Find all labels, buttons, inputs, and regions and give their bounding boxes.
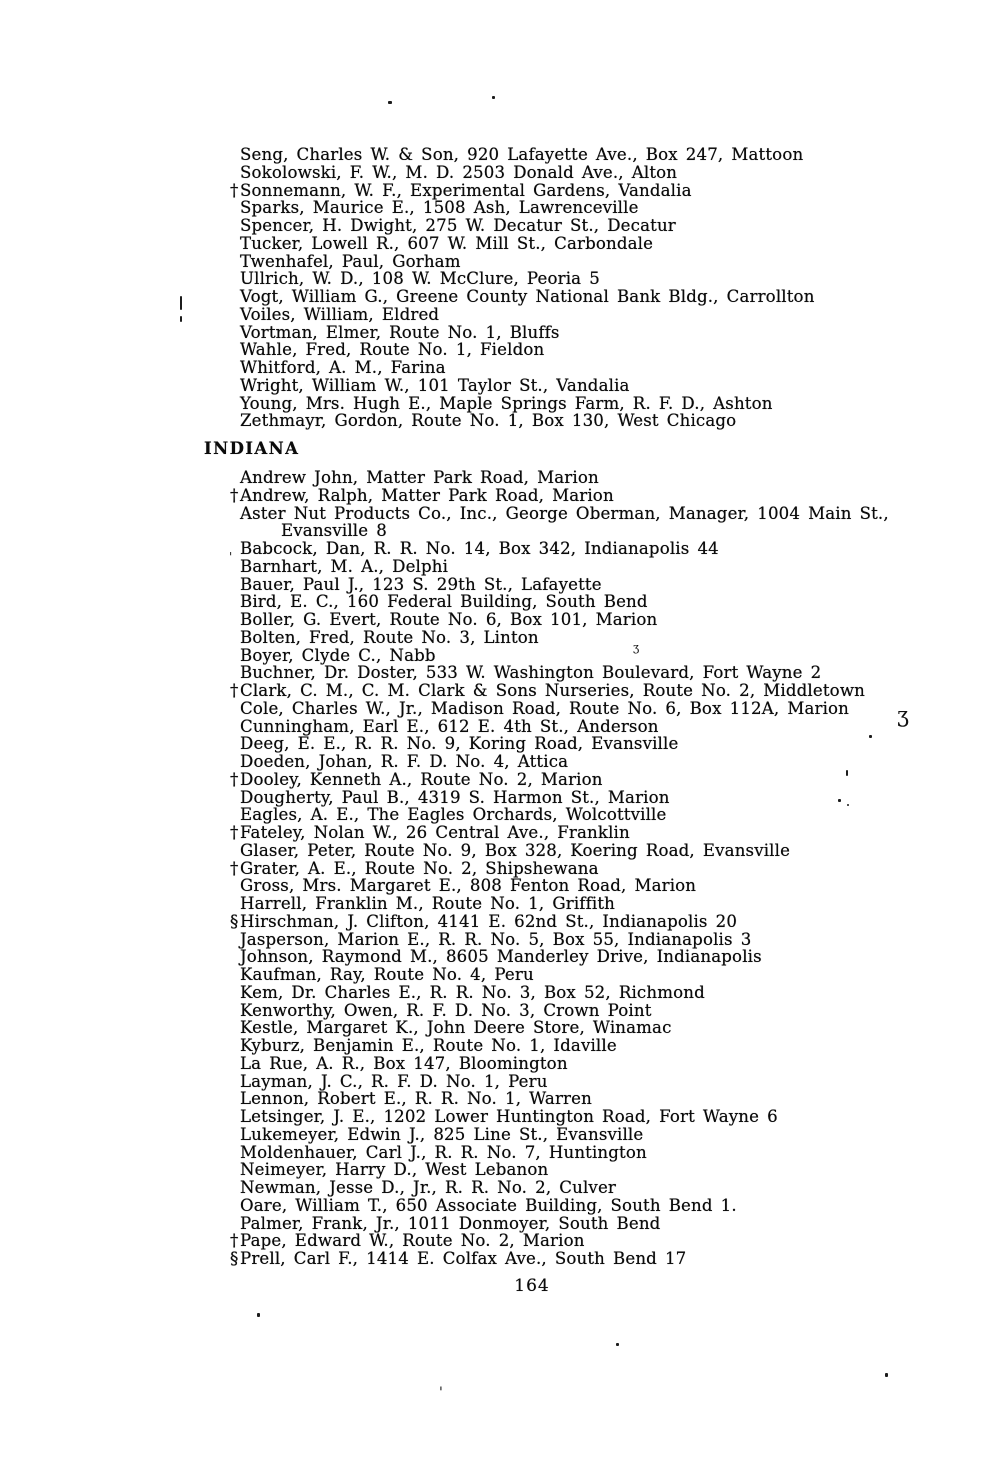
entry-text: Vogt, William G., Greene County National Bank Bldg., Carrollton (240, 287, 815, 306)
directory-entry (203, 700, 889, 718)
section-mark: § (230, 911, 239, 931)
directory-entry (203, 288, 815, 306)
entry-text: Boyer, Clyde C., Nabb (240, 645, 436, 665)
entry-text: Evansville 8 (281, 521, 387, 541)
directory-entry (203, 182, 815, 200)
directory-entry (203, 966, 889, 984)
directory-entry (203, 487, 889, 505)
entry-text: Johnson, Raymond M., 8605 Manderley Drive, Indianapolis (240, 947, 762, 967)
scan-speck (180, 296, 182, 310)
directory-entry (203, 789, 889, 807)
directory-entry (203, 753, 889, 771)
dagger-mark: † (230, 1231, 239, 1251)
entry-text: Eagles, A. E., The Eagles Orchards, Wolcottville (240, 805, 667, 825)
dagger-mark: † (230, 769, 239, 789)
dagger-mark: † (230, 681, 239, 700)
entry-text: Palmer, Frank, Jr., 1011 Donmoyer, South Bend (240, 1213, 661, 1233)
entry-text: Whitford, A. M., Farina (240, 358, 446, 377)
entry-text: Lennon, Robert E., R. R. No. 1, Warren (240, 1089, 592, 1109)
scan-speck (388, 101, 392, 104)
entry-text: Bolten, Fred, Route No. 3, Linton (240, 627, 539, 647)
entry-text: Wahle, Fred, Route No. 1, Fieldon (240, 340, 545, 360)
entry-text: Sokolowski, F. W., M. D. 2503 Donald Ave., Alton (240, 162, 678, 182)
entry-text: Oare, William T., 650 Associate Building, South Bend 1. (240, 1195, 737, 1215)
directory-entry (203, 341, 815, 359)
directory-entry (203, 1019, 889, 1037)
scan-speck (257, 1313, 260, 1317)
directory-list-illinois (203, 146, 815, 430)
entry-text: Ullrich, W. D., 108 W. McClure, Peoria 5 (240, 269, 600, 289)
scan-speck (492, 96, 495, 99)
entry-text: Grater, A. E., Route No. 2, Shipshewana (240, 858, 599, 878)
directory-entry (203, 505, 889, 523)
scan-speck (847, 804, 849, 806)
scan-squiggle: ʒ (897, 703, 909, 727)
directory-entry (203, 164, 815, 182)
entry-text: Bird, E. C., 160 Federal Building, South Bend (240, 592, 648, 612)
directory-entry (203, 540, 889, 558)
directory-entry (203, 931, 889, 949)
entry-text: Aster Nut Products Co., Inc., George Oberman, Manager, 1004 Main St., (240, 503, 889, 523)
entry-text: Kenworthy, Owen, R. F. D. No. 3, Crown Point (240, 1000, 652, 1020)
directory-entry (203, 1002, 889, 1020)
entry-text: Babcock, Dan, R. R. No. 14, Box 342, Indianapolis 44 (240, 539, 719, 558)
directory-entry (203, 647, 889, 665)
entry-text: Voiles, William, Eldred (240, 304, 440, 324)
section-mark: § (230, 1249, 239, 1268)
directory-entry (203, 948, 889, 966)
directory-entry (203, 718, 889, 736)
directory-entry (203, 1197, 889, 1215)
entry-text: Layman, J. C., R. F. D. No. 1, Peru (240, 1071, 548, 1091)
directory-entry (203, 1037, 889, 1055)
entry-text: Young, Mrs. Hugh E., Maple Springs Farm, R. F. D., Ashton (240, 393, 773, 413)
directory-entry (203, 395, 815, 413)
entry-text: Buchner, Dr. Doster, 533 W. Washington Boulevard, Fort Wayne 2 (240, 663, 822, 683)
directory-entry (203, 1055, 889, 1073)
directory-entry (203, 576, 889, 594)
directory-entry (203, 306, 815, 324)
directory-entry (203, 359, 815, 377)
directory-entry (203, 895, 889, 913)
directory-entry (203, 146, 815, 164)
directory-entry (203, 1108, 889, 1126)
entry-text: Gross, Mrs. Margaret E., 808 Fenton Road, Marion (240, 876, 697, 896)
directory-entry (203, 913, 889, 931)
entry-text: Doeden, Johan, R. F. D. No. 4, Attica (240, 752, 569, 771)
dagger-mark: † (230, 180, 239, 200)
directory-entry (203, 1179, 889, 1197)
entry-text: Fateley, Nolan W., 26 Central Ave., Franklin (240, 823, 630, 842)
entry-text: Jasperson, Marion E., R. R. No. 5, Box 55, Indianapolis 3 (240, 929, 752, 949)
directory-entry (203, 771, 889, 789)
entry-text: Harrell, Franklin M., Route No. 1, Griffith (240, 894, 615, 913)
page-number: 164 (514, 1276, 550, 1296)
directory-entry (203, 1215, 889, 1233)
entry-text: Pape, Edward W., Route No. 2, Marion (240, 1231, 585, 1251)
entry-text: Seng, Charles W. & Son, 920 Lafayette Ave., Box 247, Mattoon (240, 145, 804, 164)
entry-text: Vortman, Elmer, Route No. 1, Bluffs (240, 322, 560, 342)
entry-text: Andrew, Ralph, Matter Park Road, Marion (240, 485, 614, 505)
scan-tick: ' (439, 1385, 443, 1401)
entry-text: Zethmayr, Gordon, Route No. 1, Box 130, West Chicago (240, 411, 737, 431)
scan-speck (180, 316, 182, 322)
entry-text: Glaser, Peter, Route No. 9, Box 328, Koering Road, Evansville (240, 840, 791, 860)
entry-text: Wright, William W., 101 Taylor St., Vandalia (240, 375, 630, 395)
entry-text: Moldenhauer, Carl J., R. R. No. 7, Huntington (240, 1142, 647, 1162)
directory-entry (203, 664, 889, 682)
directory-entry (203, 1073, 889, 1091)
entry-text: Sparks, Maurice E., 1508 Ash, Lawrenceville (240, 198, 639, 218)
entry-text: Letsinger, J. E., 1202 Lower Huntington Road, Fort Wayne 6 (240, 1107, 778, 1126)
entry-text: Clark, C. M., C. M. Clark & Sons Nurseries, Route No. 2, Middletown (240, 681, 866, 700)
directory-entry (203, 984, 889, 1002)
entry-text: Twenhafel, Paul, Gorham (240, 251, 461, 271)
entry-text: Kyburz, Benjamin E., Route No. 1, Idaville (240, 1036, 617, 1055)
directory-entry (203, 412, 815, 430)
entry-text: Bauer, Paul J., 123 S. 29th St., Lafayette (240, 574, 602, 594)
directory-entry (203, 682, 889, 700)
scan-speck (616, 1343, 619, 1346)
entry-text: Boller, G. Evert, Route No. 6, Box 101, Marion (240, 610, 658, 629)
entry-text: Barnhart, M. A., Delphi (240, 556, 449, 576)
directory-entry (203, 1161, 889, 1179)
directory-entry (203, 735, 889, 753)
dagger-mark: † (230, 858, 239, 878)
scan-speck (846, 770, 848, 776)
scan-speck (869, 735, 872, 738)
directory-entry (203, 842, 889, 860)
directory-entry (203, 629, 889, 647)
entry-text: Dooley, Kenneth A., Route No. 2, Marion (240, 769, 603, 789)
entry-text: Dougherty, Paul B., 4319 S. Harmon St., Marion (240, 787, 670, 807)
directory-entry (203, 522, 889, 540)
directory-entry (203, 1144, 889, 1162)
directory-entry (203, 806, 889, 824)
entry-text: Lukemeyer, Edwin J., 825 Line St., Evansville (240, 1124, 644, 1144)
scan-tick: ' (229, 550, 233, 564)
entry-text: Kaufman, Ray, Route No. 4, Peru (240, 965, 534, 984)
directory-entry (203, 824, 889, 842)
entry-text: Kem, Dr. Charles E., R. R. No. 3, Box 52, Richmond (240, 982, 705, 1002)
directory-entry (203, 235, 815, 253)
scan-speck (838, 799, 841, 802)
entry-text: Cunningham, Earl E., 612 E. 4th St., Anderson (240, 716, 659, 736)
directory-entry (203, 253, 815, 271)
directory-entry (203, 593, 889, 611)
directory-list-indiana (203, 469, 889, 1268)
scan-squiggle: ʒ (633, 641, 640, 654)
directory-entry (203, 217, 815, 235)
entry-text: La Rue, A. R., Box 147, Bloomington (240, 1053, 568, 1073)
entry-text: Spencer, H. Dwight, 275 W. Decatur St., Decatur (240, 216, 676, 235)
entry-text: Kestle, Margaret K., John Deere Store, Winamac (240, 1018, 672, 1038)
state-header-indiana: INDIANA (204, 439, 300, 458)
scan-speck (885, 1373, 888, 1377)
entry-text: Prell, Carl F., 1414 E. Colfax Ave., South Bend 17 (240, 1249, 687, 1268)
directory-entry (203, 558, 889, 576)
entry-text: Newman, Jesse D., Jr., R. R. No. 2, Culver (240, 1178, 617, 1197)
directory-entry (203, 1250, 889, 1268)
dagger-mark: † (230, 823, 239, 842)
directory-entry (203, 860, 889, 878)
directory-entry (203, 877, 889, 895)
entry-text: Hirschman, J. Clifton, 4141 E. 62nd St., Indianapolis 20 (240, 911, 738, 931)
entry-text: Andrew John, Matter Park Road, Marion (240, 468, 599, 487)
entry-text: Tucker, Lowell R., 607 W. Mill St., Carbondale (240, 233, 654, 253)
directory-entry (203, 1126, 889, 1144)
entry-text: Sonnemann, W. F., Experimental Gardens, Vandalia (240, 180, 692, 200)
directory-entry (203, 469, 889, 487)
directory-entry (203, 377, 815, 395)
directory-entry (203, 611, 889, 629)
entry-text: Deeg, E. E., R. R. No. 9, Koring Road, Evansville (240, 734, 679, 754)
directory-entry (203, 270, 815, 288)
entry-text: Neimeyer, Harry D., West Lebanon (240, 1160, 549, 1180)
directory-entry (203, 324, 815, 342)
directory-entry (203, 1090, 889, 1108)
entry-text: Cole, Charles W., Jr., Madison Road, Route No. 6, Box 112A, Marion (240, 698, 850, 718)
directory-entry (203, 199, 815, 217)
directory-entry (203, 1232, 889, 1250)
dagger-mark: † (230, 485, 239, 505)
